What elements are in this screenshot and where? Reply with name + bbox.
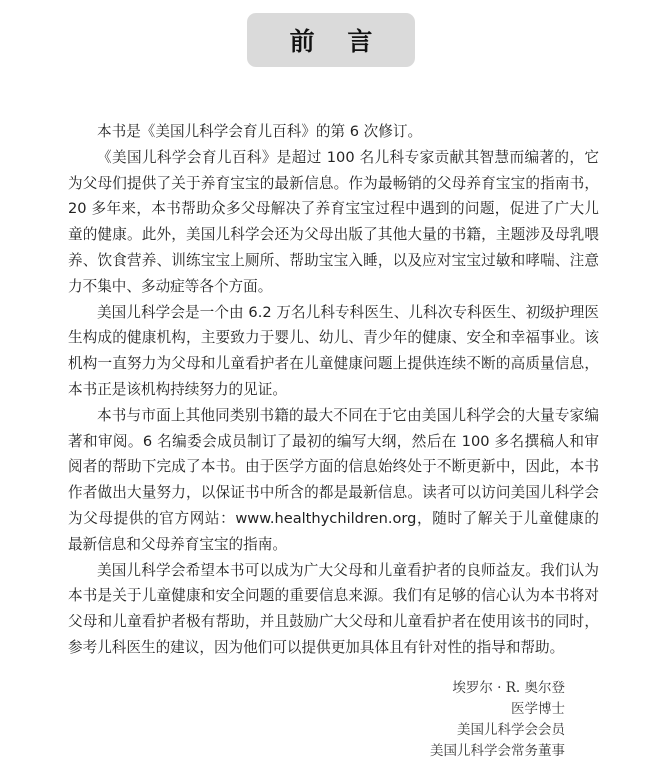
chapter-title-box — [247, 13, 415, 67]
signature-position: 美国儿科学会常务董事 — [430, 743, 565, 759]
paragraph-2: 《美国儿科学会育儿百科》是超过 100 名儿科专家贡献其智慧而编著的，它为父母们提供了关于养育宝宝的最新信息。作为最畅销的父母养育宝宝的指南书，20 多年来，本书帮助众多父母解决了养育宝宝过程中遇到的问题，促进了广大儿童的健康。此外，美国儿科学会还为父母出版了其他大量的书籍，主题涉及母乳喂养、饮食营养、训练宝宝上厕所、帮助宝宝入睡，以及应对宝宝过敏和哮喘、注意力不集中、多动症等各个方面。 — [68, 148, 599, 295]
signature-membership: 美国儿科学会会员 — [457, 722, 565, 738]
signature-block — [430, 678, 565, 762]
paragraph-1: 本书是《美国儿科学会育儿百科》的第 6 次修订。 — [97, 123, 423, 140]
signature-degree: 医学博士 — [511, 701, 565, 717]
signature-name: 埃罗尔 · R. 奥尔登 — [452, 680, 565, 696]
preface-body — [68, 119, 599, 661]
paragraph-5: 美国儿科学会希望本书可以成为广大父母和儿童看护者的良师益友。我们认为本书是关于儿童健康和安全问题的重要信息来源。我们有足够的信心认为本书将对父母和儿童看护者极有帮助，并且鼓励广大父母和儿童看护者在使用该书的同时，参考儿科医生的建议，因为他们可以提供更加具体且有针对性的指导和帮助。 — [68, 561, 599, 656]
chapter-title: 前 言 — [289, 27, 385, 56]
paragraph-4: 本书与市面上其他同类别书籍的最大不同在于它由美国儿科学会的大量专家编著和审阅。6 名编委会成员制订了最初的编写大纲，然后在 100 多名撰稿人和审阅者的帮助下完成了本书。由于医学方面的信息始终处于不断更新中，因此，本书作者做出大量努力，以保证书中所含的都是最新信息。读者可以访问美国儿科学会为父母提供的官方网站：www.healthychildren.org，随时了解关于儿童健康的最新信息和父母养育宝宝的指南。 — [68, 406, 599, 553]
paragraph-3: 美国儿科学会是一个由 6.2 万名儿科专科医生、儿科次专科医生、初级护理医生构成的健康机构，主要致力于婴儿、幼儿、青少年的健康、安全和幸福事业。该机构一直努力为父母和儿童看护者在儿童健康问题上提供连续不断的高质量信息，本书正是该机构持续努力的见证。 — [68, 303, 599, 398]
